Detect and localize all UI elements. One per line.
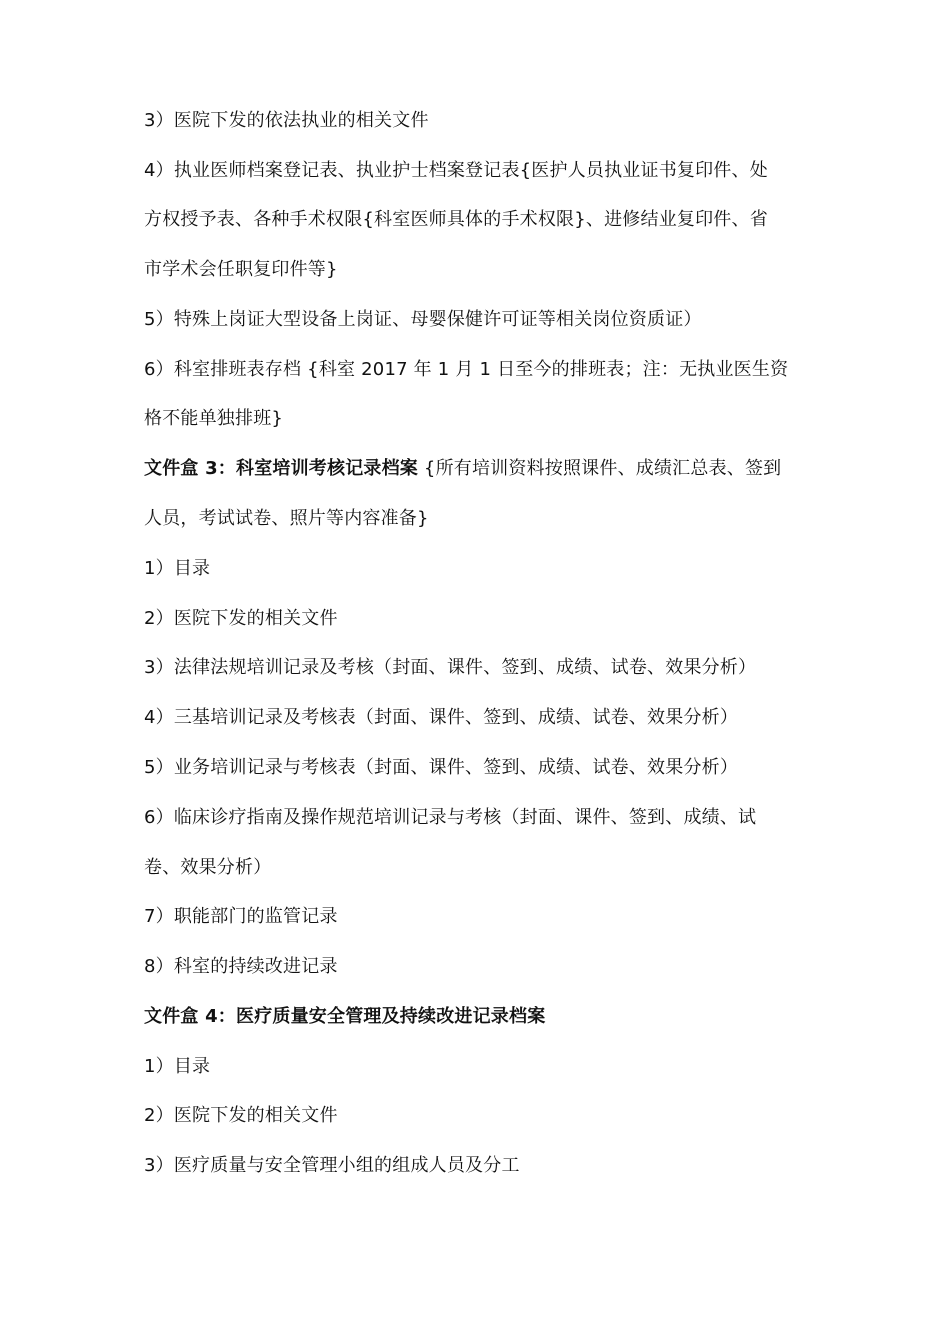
- list-item: 2）医院下发的相关文件: [144, 608, 338, 629]
- list-item: 1）目录: [144, 1056, 211, 1077]
- list-item: 方权授予表、各种手术权限{科室医师具体的手术权限}、进修结业复印件、省: [144, 209, 768, 230]
- list-item: 6）科室排班表存档 {科室 2017 年 1 月 1 日至今的排班表；注：无执业医生资: [144, 359, 789, 380]
- list-item: 市学术会任职复印件等}: [144, 259, 338, 280]
- box3-heading-note-cont: 人员，考试试卷、照片等内容准备}: [144, 508, 429, 529]
- box4-heading: 文件盒 4：医疗质量安全管理及持续改进记录档案: [144, 1006, 546, 1027]
- box3-heading-note: {所有培训资料按照课件、成绩汇总表、签到: [418, 458, 782, 479]
- box4-heading-line: [144, 1004, 824, 1030]
- list-item: 格不能单独排班}: [144, 408, 284, 429]
- list-item: 5）业务培训记录与考核表（封面、课件、签到、成绩、试卷、效果分析）: [144, 757, 739, 778]
- list-item: 3）医院下发的依法执业的相关文件: [144, 110, 429, 131]
- list-item: 2）医院下发的相关文件: [144, 1105, 338, 1126]
- list-item: 7）职能部门的监管记录: [144, 906, 338, 927]
- list-item: 1）目录: [144, 558, 211, 579]
- list-item: 8）科室的持续改进记录: [144, 956, 338, 977]
- list-item: 4）执业医师档案登记表、执业护士档案登记表{医护人员执业证书复印件、处: [144, 160, 768, 181]
- box3-heading-line: [144, 456, 824, 482]
- list-item: 6）临床诊疗指南及操作规范培训记录与考核（封面、课件、签到、成绩、试: [144, 807, 757, 828]
- box3-heading: 文件盒 3：科室培训考核记录档案: [144, 458, 418, 479]
- list-item: 3）医疗质量与安全管理小组的组成人员及分工: [144, 1155, 520, 1176]
- list-item: 卷、效果分析）: [144, 857, 272, 878]
- list-item: 4）三基培训记录及考核表（封面、课件、签到、成绩、试卷、效果分析）: [144, 707, 739, 728]
- list-item: 3）法律法规培训记录及考核（封面、课件、签到、成绩、试卷、效果分析）: [144, 657, 757, 678]
- list-item: 5）特殊上岗证大型设备上岗证、母婴保健许可证等相关岗位资质证）: [144, 309, 702, 330]
